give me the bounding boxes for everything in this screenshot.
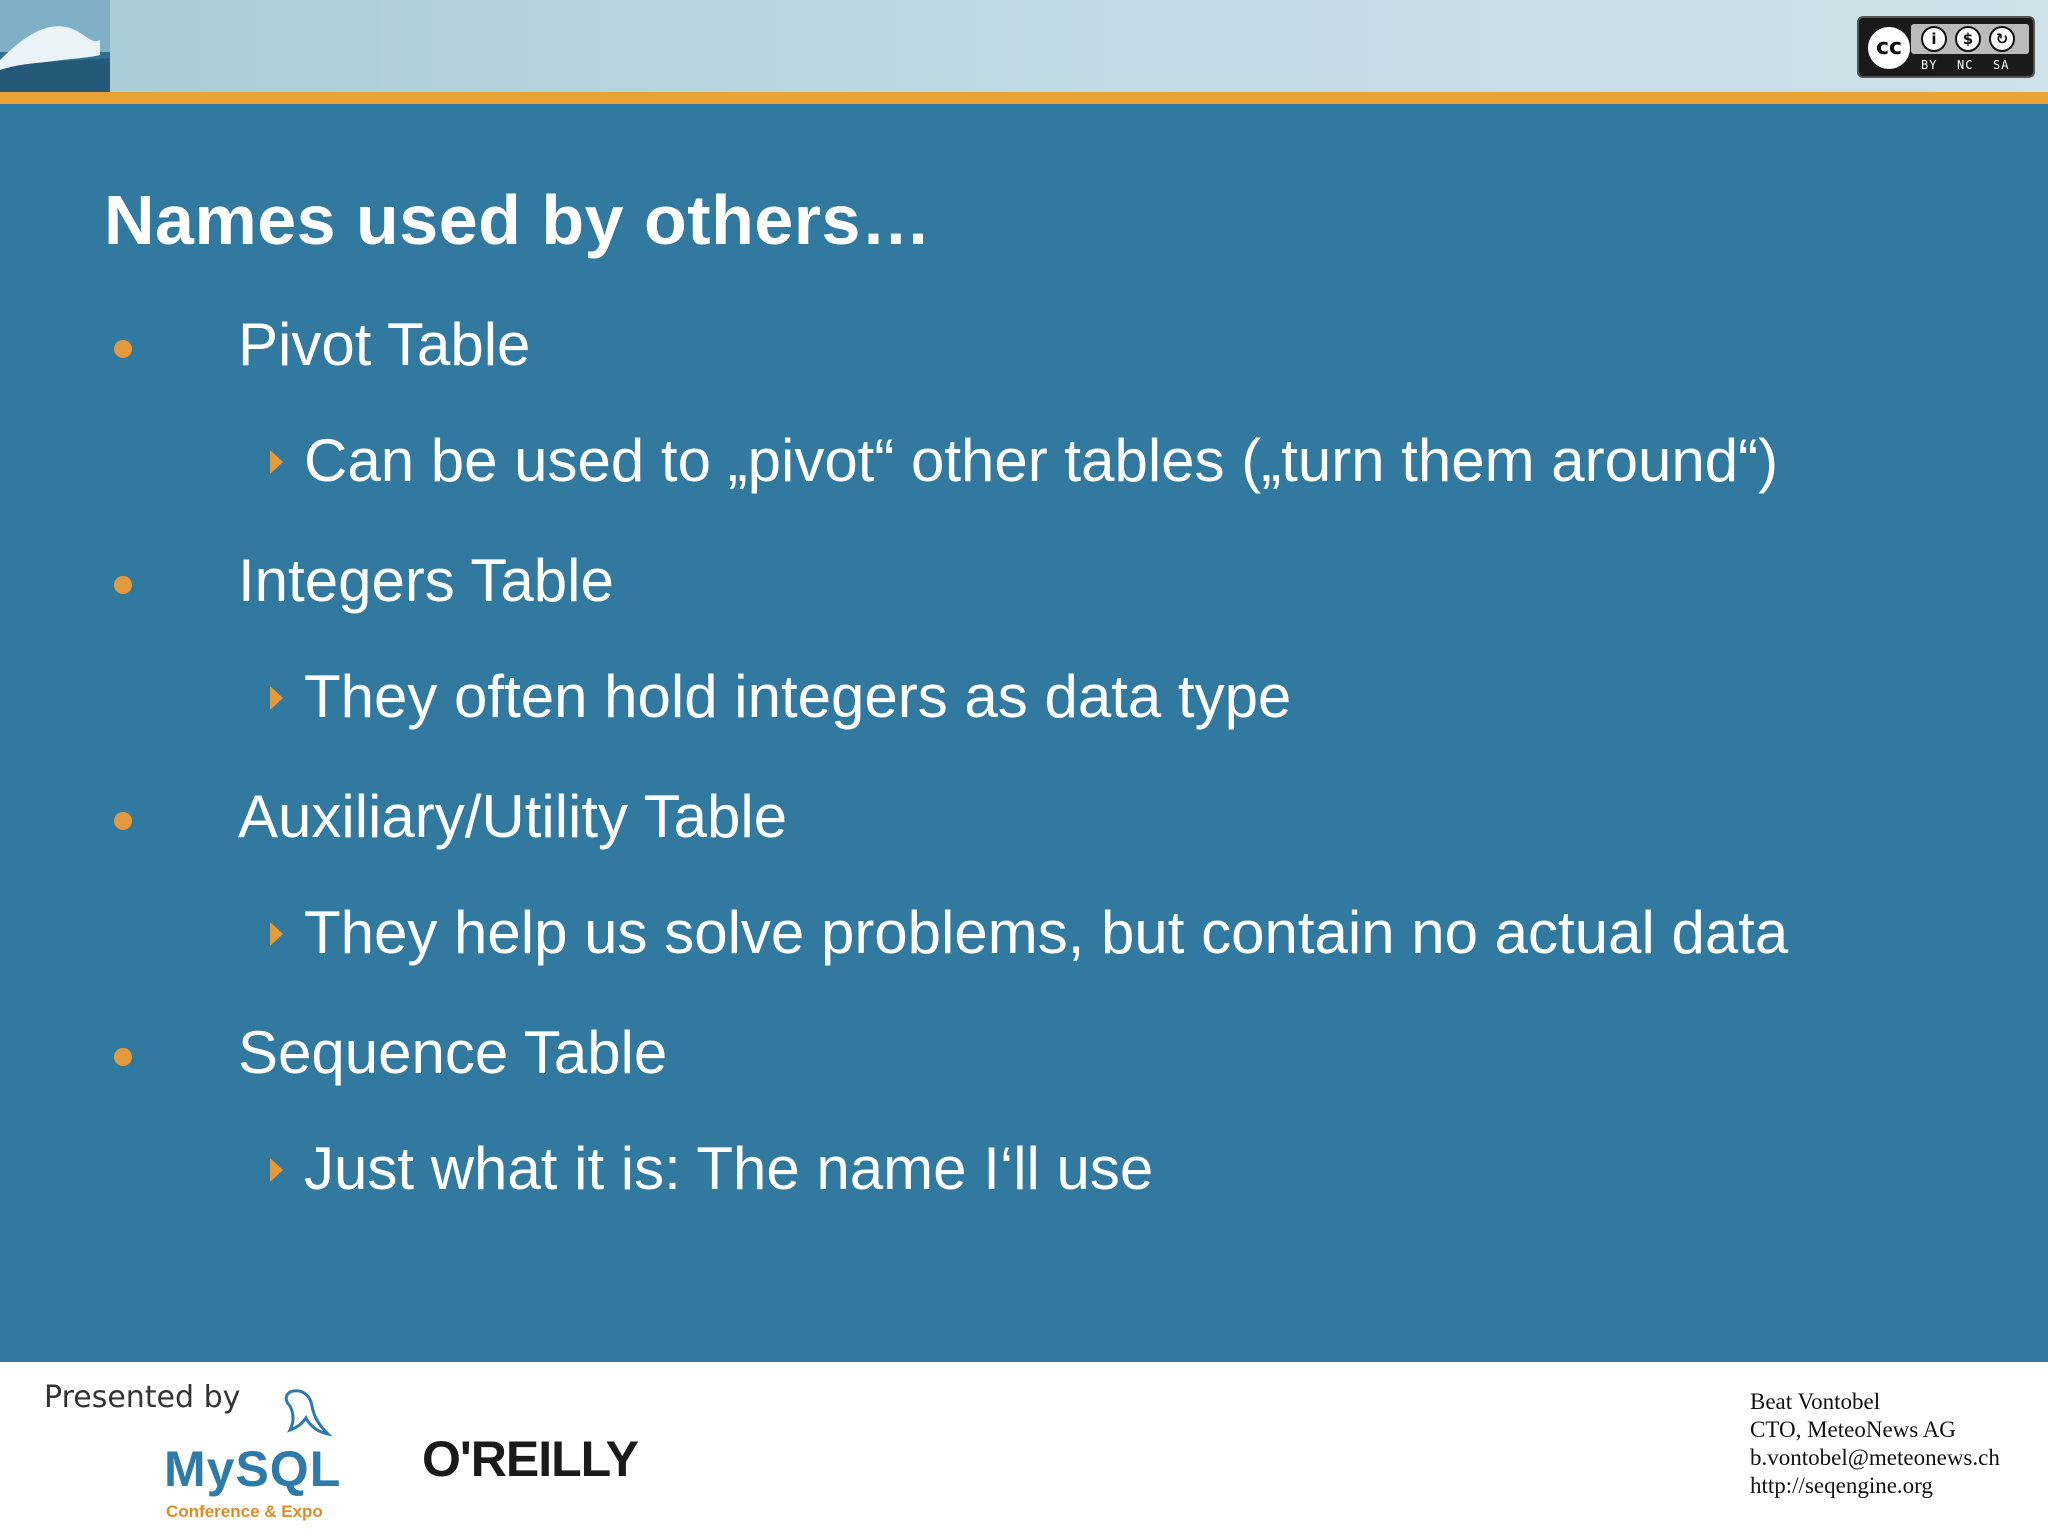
item-label: Sequence Table (238, 1019, 668, 1086)
sa-label: SA (1993, 58, 2010, 72)
footer (0, 1362, 2048, 1536)
mysql-wordmark: MySQL (164, 1441, 342, 1497)
arrow-bullet-icon (270, 450, 283, 474)
bullet-dot (114, 812, 132, 830)
speaker-url: http://seqengine.org (1750, 1473, 1933, 1498)
cc-license-badge (1857, 16, 2035, 78)
item-label: Auxiliary/Utility Table (238, 783, 788, 850)
mysql-logo (160, 1384, 370, 1524)
sub-item-text: Can be used to „pivot“ other tables („turn them around“) (304, 427, 1779, 494)
speaker-role: CTO, MeteoNews AG (1750, 1417, 1956, 1442)
item-label: Pivot Table (238, 311, 531, 378)
arrow-bullet-icon (270, 1158, 283, 1182)
by-icon: i (1921, 26, 1947, 52)
nc-icon: $ (1955, 26, 1981, 52)
header-stripe (0, 92, 2048, 104)
sub-item-text: They often hold integers as data type (304, 663, 1292, 730)
arrow-bullet-icon (270, 922, 283, 946)
speaker-name: Beat Vontobel (1750, 1389, 1881, 1414)
item-label: Integers Table (238, 547, 614, 614)
sub-item-text: Just what it is: The name I‘ll use (304, 1135, 1154, 1202)
dolphin-icon (160, 1384, 370, 1444)
header-bar (0, 0, 2048, 92)
speaker-info (1750, 1388, 2000, 1500)
mysql-subtitle: Conference & Expo (166, 1502, 323, 1521)
wave-image (0, 0, 110, 92)
nc-label: NC (1957, 58, 1974, 72)
by-label: BY (1921, 58, 1938, 72)
arrow-bullet-icon (270, 686, 283, 710)
bullet-dot (114, 340, 132, 358)
cc-icon: cc (1865, 24, 1913, 72)
presented-by-label: Presented by (44, 1380, 241, 1415)
speaker-email: b.vontobel@meteonews.ch (1750, 1445, 2000, 1470)
bullet-dot (114, 1048, 132, 1066)
slide-title: Names used by others… (104, 181, 932, 259)
oreilly-logo: O'REILLY (422, 1431, 638, 1487)
sa-icon: ↻ (1989, 26, 2015, 52)
sub-item-text: They help us solve problems, but contain no actual data (304, 899, 1789, 966)
bullet-dot (114, 576, 132, 594)
